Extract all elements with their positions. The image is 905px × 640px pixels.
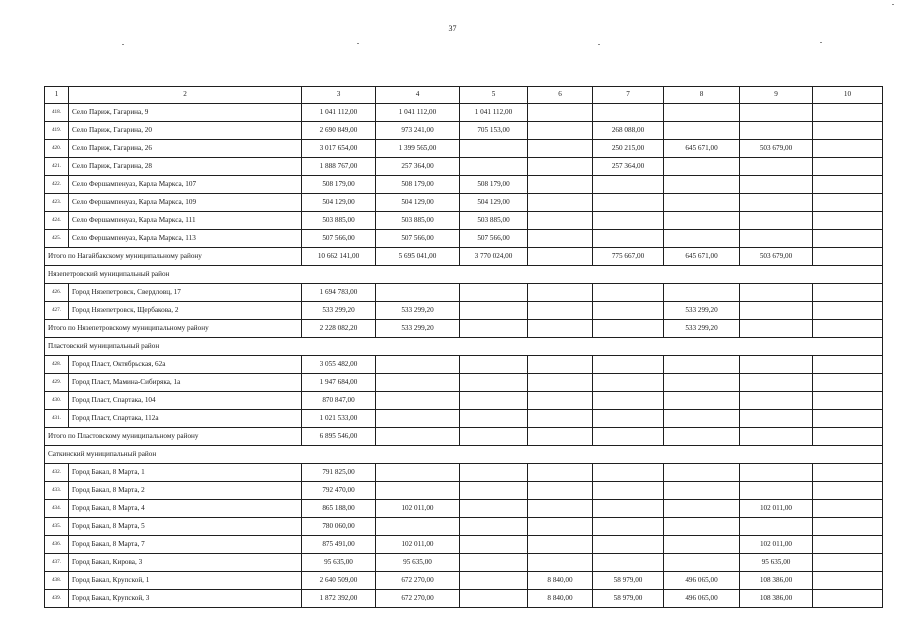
table-row xyxy=(45,356,883,374)
value-cell: 533 299,20 xyxy=(664,302,740,320)
value-cell xyxy=(664,158,740,176)
value-cell xyxy=(593,320,664,338)
value-cell xyxy=(528,554,593,572)
district-name: Саткинский муниципальный район xyxy=(45,446,883,464)
value-cell xyxy=(528,230,593,248)
table-row xyxy=(45,500,883,518)
table-row xyxy=(45,176,883,194)
header-cell: 8 xyxy=(664,87,740,104)
value-cell: 102 011,00 xyxy=(376,500,460,518)
value-cell xyxy=(460,464,528,482)
value-cell: 1 872 392,00 xyxy=(302,590,376,608)
table-row xyxy=(45,554,883,572)
value-cell: 973 241,00 xyxy=(376,122,460,140)
table-row xyxy=(45,590,883,608)
value-cell: 533 299,20 xyxy=(664,320,740,338)
value-cell xyxy=(813,194,883,212)
value-cell xyxy=(740,194,813,212)
value-cell: 3 770 024,00 xyxy=(460,248,528,266)
row-number: 430. xyxy=(45,392,69,410)
value-cell: 10 662 141,00 xyxy=(302,248,376,266)
value-cell xyxy=(740,356,813,374)
value-cell: 533 299,20 xyxy=(376,302,460,320)
value-cell xyxy=(460,374,528,392)
value-cell xyxy=(528,500,593,518)
address-cell: Город Бакал, 8 Марта, 1 xyxy=(69,464,302,482)
value-cell xyxy=(528,122,593,140)
value-cell xyxy=(813,554,883,572)
value-cell xyxy=(528,212,593,230)
table-row xyxy=(45,536,883,554)
address-cell: Город Нязепетровск, Щербакова, 2 xyxy=(69,302,302,320)
value-cell: 8 840,00 xyxy=(528,572,593,590)
value-cell xyxy=(528,194,593,212)
value-cell xyxy=(664,518,740,536)
value-cell xyxy=(813,104,883,122)
value-cell: 875 491,00 xyxy=(302,536,376,554)
value-cell xyxy=(460,320,528,338)
value-cell xyxy=(460,302,528,320)
value-cell: 645 671,00 xyxy=(664,140,740,158)
address-cell: Село Париж, Гагарина, 28 xyxy=(69,158,302,176)
value-cell xyxy=(460,140,528,158)
row-number: 423. xyxy=(45,194,69,212)
value-cell xyxy=(813,374,883,392)
value-cell xyxy=(376,392,460,410)
value-cell xyxy=(740,320,813,338)
value-cell xyxy=(813,302,883,320)
value-cell xyxy=(460,158,528,176)
value-cell xyxy=(460,536,528,554)
value-cell xyxy=(664,482,740,500)
value-cell xyxy=(593,464,664,482)
address-cell: Село Париж, Гагарина, 20 xyxy=(69,122,302,140)
value-cell xyxy=(740,302,813,320)
value-cell xyxy=(740,284,813,302)
value-cell xyxy=(528,374,593,392)
total-row xyxy=(45,428,883,446)
value-cell: 865 188,00 xyxy=(302,500,376,518)
value-cell xyxy=(593,284,664,302)
value-cell xyxy=(664,176,740,194)
district-header-row xyxy=(45,266,883,284)
value-cell: 504 129,00 xyxy=(302,194,376,212)
header-cell: 10 xyxy=(813,87,883,104)
value-cell xyxy=(740,392,813,410)
value-cell xyxy=(740,410,813,428)
row-number: 425. xyxy=(45,230,69,248)
value-cell: 257 364,00 xyxy=(376,158,460,176)
value-cell xyxy=(664,356,740,374)
row-number: 434. xyxy=(45,500,69,518)
table-row xyxy=(45,518,883,536)
value-cell xyxy=(460,518,528,536)
row-number: 435. xyxy=(45,518,69,536)
row-number: 438. xyxy=(45,572,69,590)
value-cell: 58 979,00 xyxy=(593,590,664,608)
value-cell: 1 947 684,00 xyxy=(302,374,376,392)
value-cell: 268 088,00 xyxy=(593,122,664,140)
value-cell xyxy=(528,518,593,536)
address-cell: Город Нязепетровск, Свердловц, 17 xyxy=(69,284,302,302)
value-cell xyxy=(460,284,528,302)
value-cell xyxy=(664,428,740,446)
header-cell: 2 xyxy=(69,87,302,104)
value-cell: 504 129,00 xyxy=(376,194,460,212)
value-cell xyxy=(813,212,883,230)
address-cell: Город Бакал, 8 Марта, 5 xyxy=(69,518,302,536)
row-number: 427. xyxy=(45,302,69,320)
value-cell: 6 895 546,00 xyxy=(302,428,376,446)
value-cell: 504 129,00 xyxy=(460,194,528,212)
table-row xyxy=(45,194,883,212)
value-cell xyxy=(740,374,813,392)
data-table xyxy=(44,86,883,608)
row-number: 418. xyxy=(45,104,69,122)
table-row xyxy=(45,104,883,122)
row-number: 436. xyxy=(45,536,69,554)
row-number: 420. xyxy=(45,140,69,158)
value-cell: 108 386,00 xyxy=(740,572,813,590)
address-cell: Село Фершампенуаз, Карла Маркса, 107 xyxy=(69,176,302,194)
row-number: 429. xyxy=(45,374,69,392)
address-cell: Город Бакал, Кирова, 3 xyxy=(69,554,302,572)
address-cell: Город Пласт, Спартака, 104 xyxy=(69,392,302,410)
value-cell xyxy=(664,536,740,554)
value-cell: 1 694 783,00 xyxy=(302,284,376,302)
value-cell xyxy=(528,302,593,320)
table-row xyxy=(45,284,883,302)
value-cell: 58 979,00 xyxy=(593,572,664,590)
row-number: 433. xyxy=(45,482,69,500)
value-cell: 645 671,00 xyxy=(664,248,740,266)
address-cell: Город Бакал, Крупской, 1 xyxy=(69,572,302,590)
value-cell: 503 679,00 xyxy=(740,140,813,158)
value-cell: 95 635,00 xyxy=(740,554,813,572)
value-cell: 102 011,00 xyxy=(376,536,460,554)
address-cell: Село Фершампенуаз, Карла Маркса, 109 xyxy=(69,194,302,212)
value-cell xyxy=(664,464,740,482)
row-number: 424. xyxy=(45,212,69,230)
row-number: 428. xyxy=(45,356,69,374)
value-cell xyxy=(813,122,883,140)
value-cell xyxy=(813,140,883,158)
value-cell: 672 270,00 xyxy=(376,590,460,608)
value-cell xyxy=(740,230,813,248)
value-cell xyxy=(376,410,460,428)
header-cell: 4 xyxy=(376,87,460,104)
value-cell xyxy=(593,428,664,446)
value-cell xyxy=(376,518,460,536)
total-row xyxy=(45,320,883,338)
value-cell: 2 690 849,00 xyxy=(302,122,376,140)
value-cell xyxy=(593,176,664,194)
value-cell xyxy=(740,212,813,230)
value-cell xyxy=(376,284,460,302)
value-cell xyxy=(740,482,813,500)
address-cell: Город Бакал, 8 Марта, 4 xyxy=(69,500,302,518)
row-number: 422. xyxy=(45,176,69,194)
value-cell: 2 228 082,20 xyxy=(302,320,376,338)
value-cell xyxy=(593,230,664,248)
address-cell: Село Париж, Гагарина, 26 xyxy=(69,140,302,158)
total-label: Итого по Нагайбакскому муниципальному району xyxy=(45,248,302,266)
value-cell: 507 566,00 xyxy=(376,230,460,248)
value-cell: 496 065,00 xyxy=(664,572,740,590)
value-cell xyxy=(813,464,883,482)
value-cell: 1 041 112,00 xyxy=(302,104,376,122)
address-cell: Город Бакал, 8 Марта, 2 xyxy=(69,482,302,500)
value-cell xyxy=(528,536,593,554)
district-name: Пластовский муниципальный район xyxy=(45,338,883,356)
table-row xyxy=(45,392,883,410)
table-row xyxy=(45,410,883,428)
value-cell xyxy=(813,500,883,518)
value-cell xyxy=(664,500,740,518)
value-cell: 780 060,00 xyxy=(302,518,376,536)
row-number: 432. xyxy=(45,464,69,482)
value-cell: 792 470,00 xyxy=(302,482,376,500)
value-cell xyxy=(593,482,664,500)
value-cell: 2 640 509,00 xyxy=(302,572,376,590)
value-cell xyxy=(664,212,740,230)
row-number: 426. xyxy=(45,284,69,302)
value-cell xyxy=(813,356,883,374)
value-cell: 503 885,00 xyxy=(460,212,528,230)
header-cell: 7 xyxy=(593,87,664,104)
value-cell xyxy=(664,392,740,410)
value-cell xyxy=(813,320,883,338)
value-cell: 775 667,00 xyxy=(593,248,664,266)
value-cell xyxy=(740,176,813,194)
value-cell xyxy=(593,302,664,320)
value-cell xyxy=(593,518,664,536)
value-cell: 503 679,00 xyxy=(740,248,813,266)
value-cell: 257 364,00 xyxy=(593,158,664,176)
value-cell xyxy=(460,428,528,446)
header-cell: 6 xyxy=(528,87,593,104)
scan-speck xyxy=(357,43,359,44)
row-number: 439. xyxy=(45,590,69,608)
value-cell xyxy=(593,536,664,554)
value-cell xyxy=(813,284,883,302)
total-row xyxy=(45,248,883,266)
total-label: Итого по Пластовскому муниципальному району xyxy=(45,428,302,446)
address-cell: Город Пласт, Спартака, 112а xyxy=(69,410,302,428)
district-header-row xyxy=(45,446,883,464)
value-cell xyxy=(528,428,593,446)
value-cell: 1 888 767,00 xyxy=(302,158,376,176)
value-cell xyxy=(593,500,664,518)
table-row xyxy=(45,302,883,320)
value-cell xyxy=(740,518,813,536)
value-cell: 791 825,00 xyxy=(302,464,376,482)
table-row xyxy=(45,374,883,392)
value-cell xyxy=(460,500,528,518)
value-cell: 95 635,00 xyxy=(302,554,376,572)
address-cell: Город Пласт, Октябрьская, 62а xyxy=(69,356,302,374)
row-number: 419. xyxy=(45,122,69,140)
value-cell: 3 017 654,00 xyxy=(302,140,376,158)
value-cell xyxy=(664,194,740,212)
table-row xyxy=(45,572,883,590)
value-cell xyxy=(813,536,883,554)
value-cell xyxy=(528,320,593,338)
value-cell xyxy=(813,248,883,266)
value-cell xyxy=(528,104,593,122)
row-number: 431. xyxy=(45,410,69,428)
table-header-row xyxy=(45,87,883,104)
value-cell xyxy=(813,392,883,410)
value-cell xyxy=(376,464,460,482)
value-cell xyxy=(460,554,528,572)
address-cell: Город Пласт, Мамина-Сибиряка, 1а xyxy=(69,374,302,392)
value-cell xyxy=(460,356,528,374)
address-cell: Город Бакал, Крупской, 3 xyxy=(69,590,302,608)
value-cell xyxy=(593,392,664,410)
value-cell xyxy=(664,230,740,248)
district-name: Нязепетровский муниципальный район xyxy=(45,266,883,284)
value-cell xyxy=(593,104,664,122)
value-cell xyxy=(528,158,593,176)
value-cell: 508 179,00 xyxy=(376,176,460,194)
value-cell xyxy=(740,122,813,140)
value-cell: 870 847,00 xyxy=(302,392,376,410)
value-cell xyxy=(664,104,740,122)
table-row xyxy=(45,464,883,482)
value-cell xyxy=(813,428,883,446)
header-cell: 1 xyxy=(45,87,69,104)
value-cell: 1 041 112,00 xyxy=(460,104,528,122)
address-cell: Село Фершампенуаз, Карла Маркса, 113 xyxy=(69,230,302,248)
value-cell: 533 299,20 xyxy=(376,320,460,338)
value-cell xyxy=(593,212,664,230)
value-cell: 508 179,00 xyxy=(460,176,528,194)
value-cell xyxy=(813,410,883,428)
value-cell xyxy=(664,122,740,140)
page-number: 37 xyxy=(448,24,457,33)
value-cell xyxy=(528,176,593,194)
value-cell xyxy=(593,356,664,374)
value-cell: 705 153,00 xyxy=(460,122,528,140)
value-cell xyxy=(528,140,593,158)
value-cell: 102 011,00 xyxy=(740,536,813,554)
value-cell xyxy=(528,464,593,482)
value-cell: 1 041 112,00 xyxy=(376,104,460,122)
row-number: 437. xyxy=(45,554,69,572)
value-cell: 1 021 533,00 xyxy=(302,410,376,428)
value-cell xyxy=(460,572,528,590)
row-number: 421. xyxy=(45,158,69,176)
value-cell xyxy=(740,428,813,446)
value-cell: 95 635,00 xyxy=(376,554,460,572)
value-cell: 496 065,00 xyxy=(664,590,740,608)
value-cell: 508 179,00 xyxy=(302,176,376,194)
value-cell xyxy=(664,374,740,392)
value-cell xyxy=(460,392,528,410)
district-header-row xyxy=(45,338,883,356)
table-row xyxy=(45,212,883,230)
value-cell: 8 840,00 xyxy=(528,590,593,608)
scan-speck xyxy=(892,4,894,5)
value-cell xyxy=(664,554,740,572)
value-cell xyxy=(813,572,883,590)
value-cell xyxy=(813,518,883,536)
value-cell xyxy=(528,356,593,374)
value-cell xyxy=(376,428,460,446)
value-cell: 1 399 565,00 xyxy=(376,140,460,158)
value-cell xyxy=(593,410,664,428)
value-cell xyxy=(813,482,883,500)
value-cell xyxy=(593,374,664,392)
value-cell: 672 270,00 xyxy=(376,572,460,590)
table-row xyxy=(45,482,883,500)
value-cell: 507 566,00 xyxy=(302,230,376,248)
value-cell xyxy=(593,194,664,212)
address-cell: Село Фершампенуаз, Карла Маркса, 111 xyxy=(69,212,302,230)
header-cell: 9 xyxy=(740,87,813,104)
scan-speck xyxy=(820,42,822,43)
value-cell xyxy=(376,356,460,374)
value-cell: 533 299,20 xyxy=(302,302,376,320)
table-row xyxy=(45,140,883,158)
value-cell xyxy=(460,590,528,608)
value-cell: 5 695 041,00 xyxy=(376,248,460,266)
value-cell: 503 885,00 xyxy=(376,212,460,230)
value-cell: 3 055 482,00 xyxy=(302,356,376,374)
value-cell xyxy=(664,284,740,302)
value-cell xyxy=(528,482,593,500)
address-cell: Город Бакал, 8 Марта, 7 xyxy=(69,536,302,554)
value-cell xyxy=(813,590,883,608)
value-cell xyxy=(813,158,883,176)
address-cell: Село Париж, Гагарина, 9 xyxy=(69,104,302,122)
value-cell xyxy=(528,392,593,410)
value-cell xyxy=(813,230,883,248)
table-row xyxy=(45,122,883,140)
value-cell: 503 885,00 xyxy=(302,212,376,230)
value-cell xyxy=(593,554,664,572)
value-cell xyxy=(664,410,740,428)
table-row xyxy=(45,230,883,248)
value-cell xyxy=(528,284,593,302)
value-cell xyxy=(740,104,813,122)
value-cell xyxy=(740,464,813,482)
value-cell: 108 386,00 xyxy=(740,590,813,608)
value-cell xyxy=(460,482,528,500)
scan-speck xyxy=(598,44,600,45)
header-cell: 3 xyxy=(302,87,376,104)
total-label: Итого по Нязепетровскому муниципальному району xyxy=(45,320,302,338)
value-cell: 507 566,00 xyxy=(460,230,528,248)
scan-speck xyxy=(122,44,124,45)
table-row xyxy=(45,158,883,176)
value-cell xyxy=(376,482,460,500)
value-cell xyxy=(528,410,593,428)
header-cell: 5 xyxy=(460,87,528,104)
value-cell xyxy=(740,158,813,176)
value-cell xyxy=(376,374,460,392)
value-cell xyxy=(813,176,883,194)
value-cell: 250 215,00 xyxy=(593,140,664,158)
value-cell xyxy=(528,248,593,266)
value-cell xyxy=(460,410,528,428)
value-cell: 102 011,00 xyxy=(740,500,813,518)
